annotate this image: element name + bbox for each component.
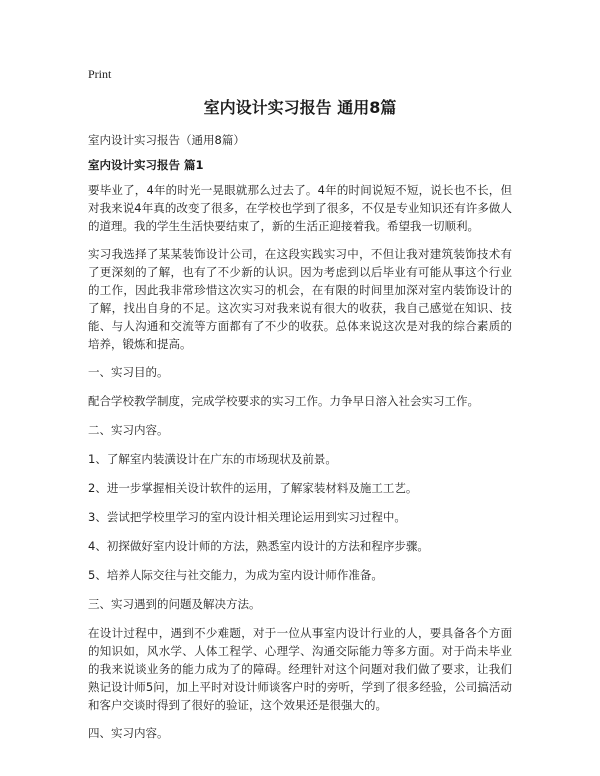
content-item: 3、尝试把学校里学习的室内设计相关理论运用到实习过程中。 <box>88 510 406 524</box>
content-item: 4、初探做好室内设计师的方法，熟悉室内设计的方法和程序步骤。 <box>88 539 429 553</box>
purpose-text: 配合学校教学制度，完成学校要求的实习工作。力争早日溶入社会实习工作。 <box>88 394 479 408</box>
internship-paragraph: 实习我选择了某某装饰设计公司，在这段实践实习中，不但让我对建筑装饰技术有了更深刻的了解，也有了不少新的认识。因为考虑到以后毕业有可能从事这个行业的工作，因此我非常珍惜这次实习的机会，在有限的时间里加深对室内装饰设计的了解，找出自身的不足。这次实习对我来说有很大的收获，我自己感觉在知识、技能、与人沟通和交流等方面都有了不少的收获。总体来说这次是对我的综合素质的培养，锻炼和提高。 <box>88 247 512 351</box>
content-item: 1、了解室内装潢设计在广东的市场现状及前景。 <box>88 452 337 466</box>
document-subtitle: 室内设计实习报告（通用8篇） <box>88 133 245 147</box>
heading-content: 二、实习内容。 <box>88 423 169 437</box>
intro-paragraph: 要毕业了，4年的时光一晃眼就那么过去了。4年的时间说短不短，说长也不长，但对我来说4年真的改变了很多，在学校也学到了很多，不仅是专业知识还有许多做人的道理。我的学生生活快要结束了，新的生活正迎接着我。希望我一切顺利。 <box>88 183 512 233</box>
print-link[interactable]: Print <box>88 67 112 81</box>
heading-problems: 三、实习遇到的问题及解决方法。 <box>88 597 261 611</box>
content-item: 5、培养人际交往与社交能力，为成为室内设计师作准备。 <box>88 568 383 582</box>
document-title: 室内设计实习报告 通用8篇 <box>203 98 397 117</box>
heading-content-2: 四、实习内容。 <box>88 726 169 740</box>
heading-purpose: 一、实习目的。 <box>88 365 169 379</box>
content-item: 2、进一步掌握相关设计软件的运用，了解家装材料及施工工艺。 <box>88 481 418 495</box>
section-title: 室内设计实习报告 篇1 <box>88 158 204 172</box>
problems-paragraph: 在设计过程中，遇到不少难题，对于一位从事室内设计行业的人，要具备各个方面的知识如，风水学、人体工程学、心理学、沟通交际能力等多方面。对于尚未毕业的我来说谈业务的能力成为了的障碍。经理针对这个问题对我们做了要求，让我们熟记设计师5问，加上平时对设计师谈客户时的旁听，学到了很多经验，公司搞活动和客户交谈时得到了很好的验证，这个效果还是很强大的。 <box>88 626 512 712</box>
